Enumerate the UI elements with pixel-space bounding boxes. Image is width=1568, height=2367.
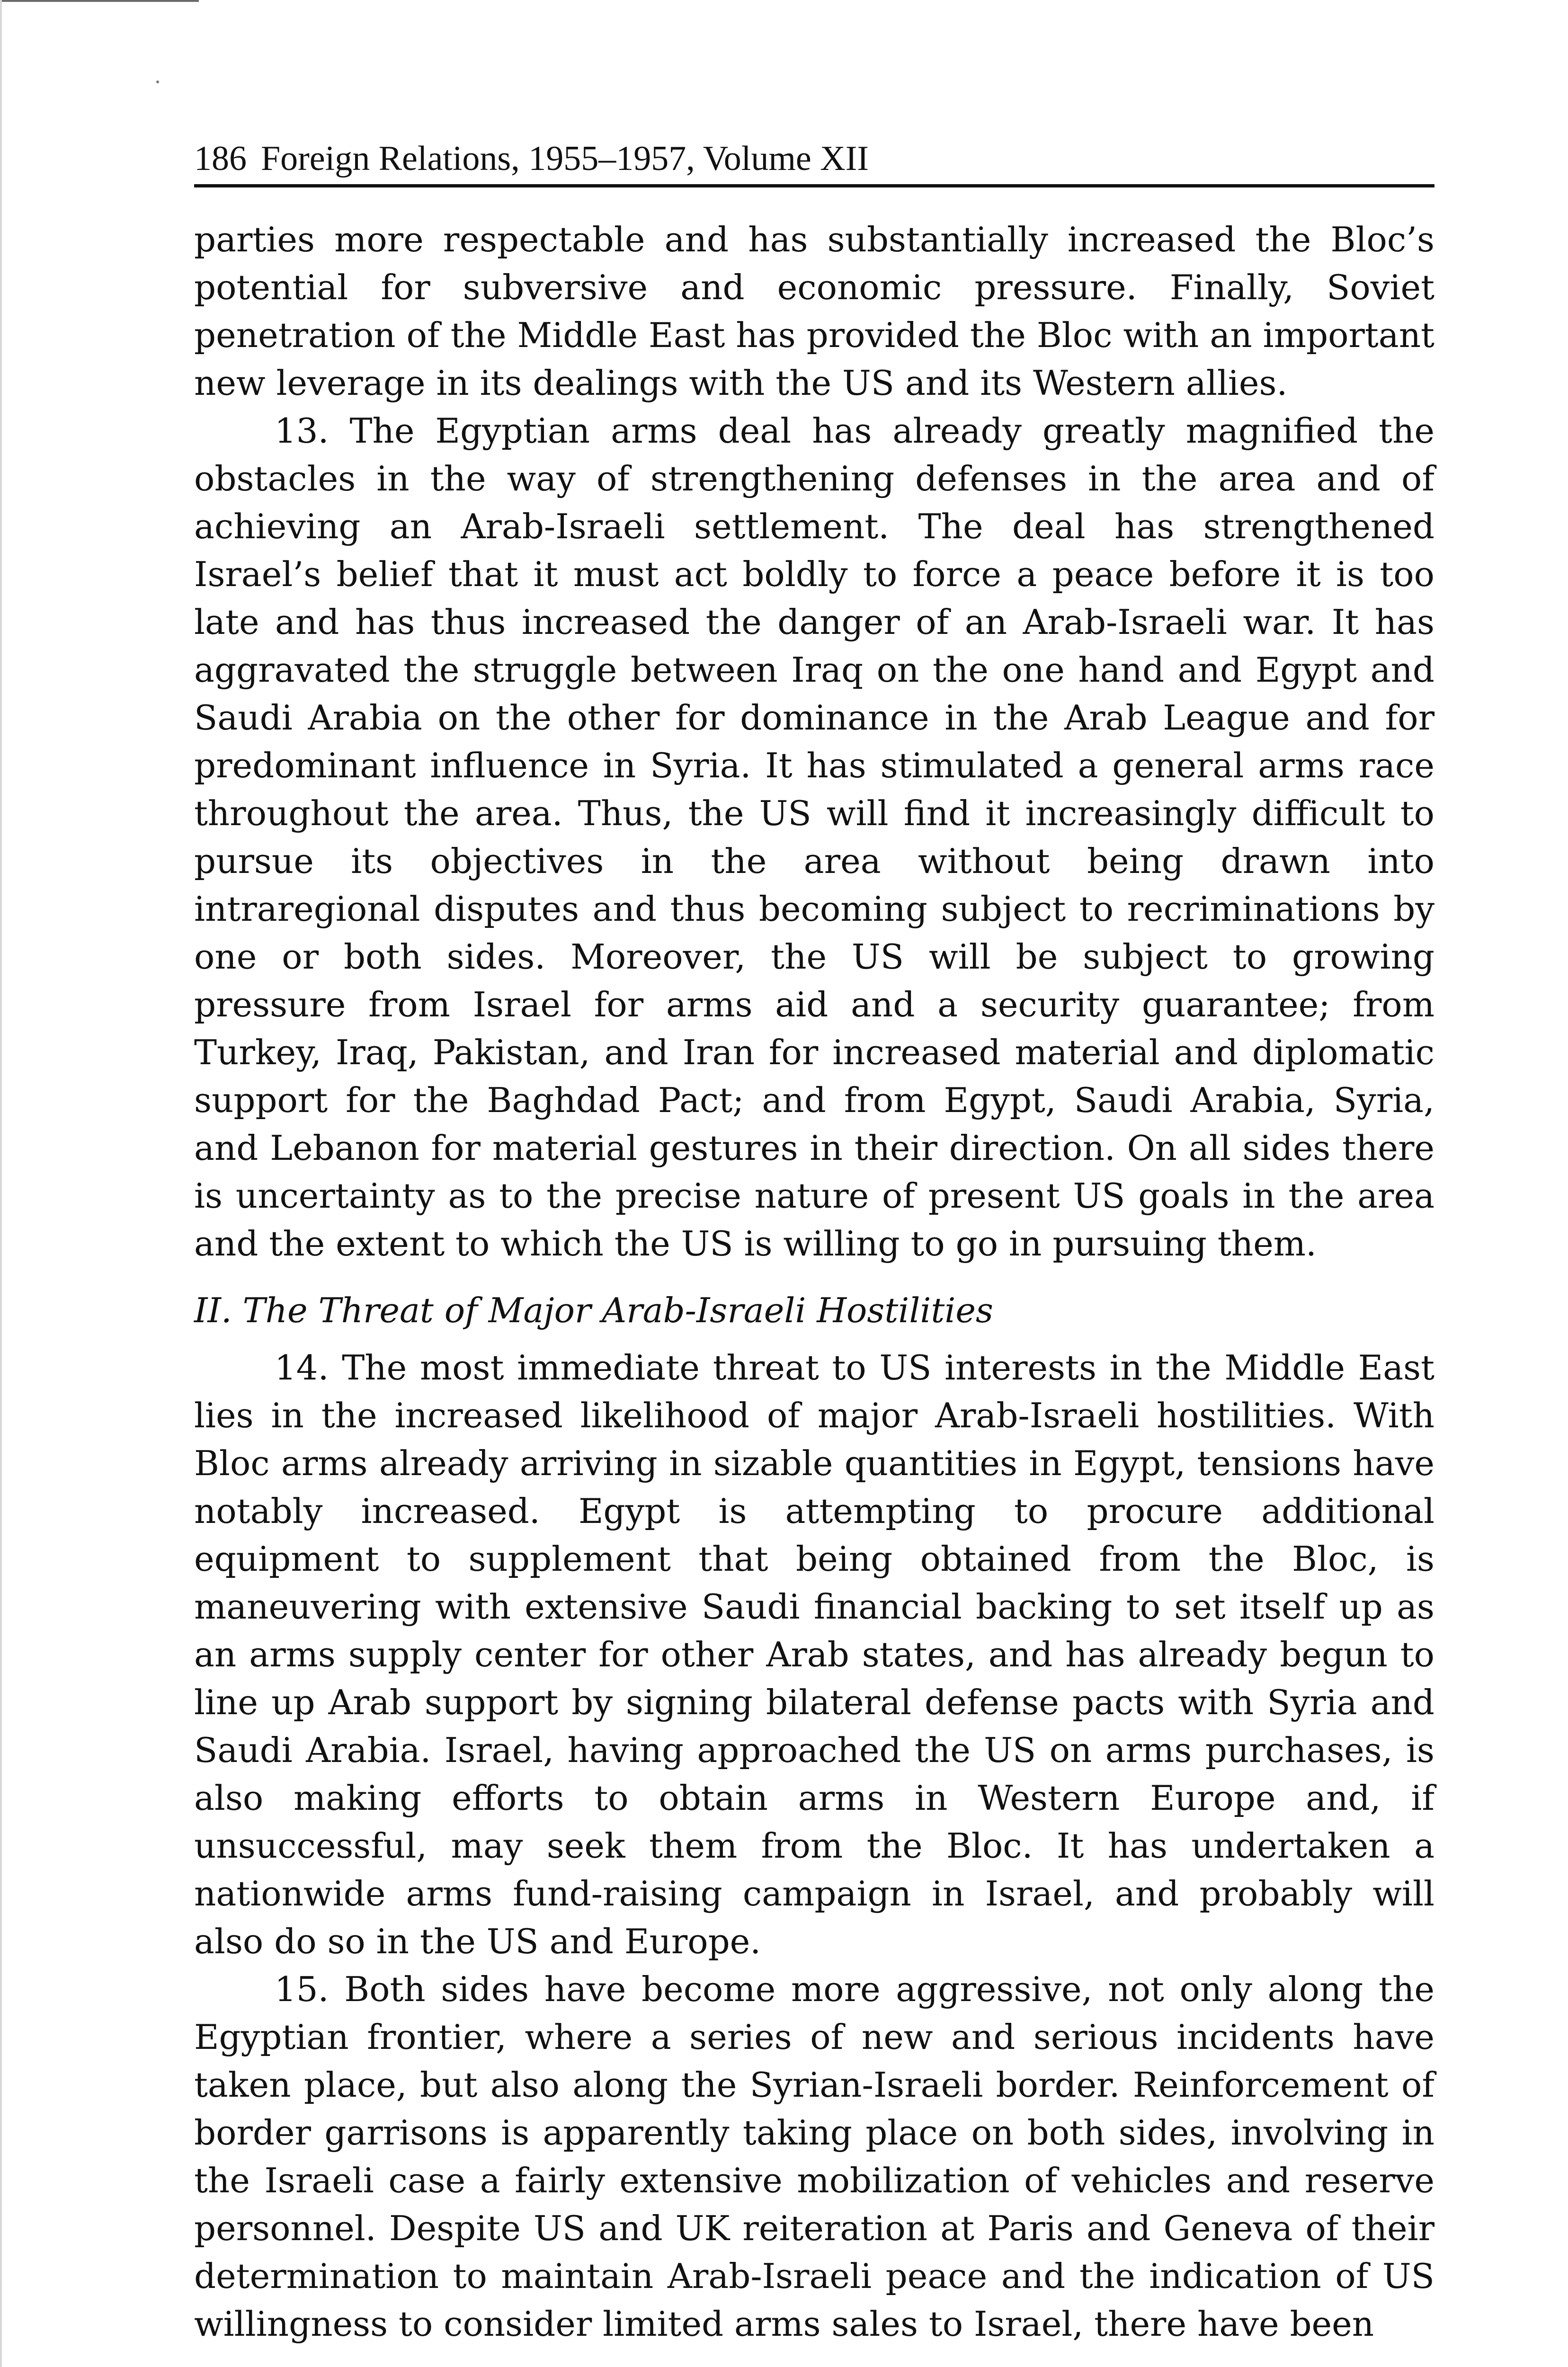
page-number: 186	[194, 139, 247, 178]
body-text	[194, 216, 1434, 2348]
section-heading: II. The Threat of Major Arab-Israeli Hostilities	[194, 1290, 993, 1330]
paragraph-15: 15. Both sides have become more aggressive, not only along the Egyptian frontier, where a series of new and serious incidents have taken place, but also along the Syrian-Israeli border. Reinforcement of border garrisons is apparently taking place on both sides, involving in the Israeli case a fairly extensive mobilization of vehicles and reserve personnel. Despite US and UK reiteration at Paris and Geneva of their determination to maintain Arab-Israeli peace and the indication of US willingness to consider limited arms sales to Israel, there have been	[194, 1969, 1434, 2344]
document-page	[194, 135, 1434, 2348]
running-title: Foreign Relations, 1955–1957, Volume XII	[261, 139, 869, 178]
paragraph-14: 14. The most immediate threat to US interests in the Middle East lies in the increased likelihood of major Arab-Israeli hostilities. With Bloc arms already arriving in sizable quantities in Egypt, tensions have notably increased. Egypt is attempting to procure additional equipment to supplement that being obtained from the Bloc, is maneuvering with extensive Saudi financial backing to set itself up as an arms supply center for other Arab states, and has already begun to line up Arab support by signing bilateral defense pacts with Syria and Saudi Arabia. Israel, having approached the US on arms purchases, is also making efforts to obtain arms in Western Europe and, if unsuccessful, may seek them from the Bloc. It has undertaken a nationwide arms fund-raising campaign in Israel, and probably will also do so in the US and Europe.	[194, 1348, 1434, 1961]
running-header	[194, 135, 1434, 187]
scan-edge-mark	[0, 0, 199, 2]
paragraph-13: 13. The Egyptian arms deal has already greatly magnified the obstacles in the way of strengthening defenses in the area and of achieving an Arab-Israeli settlement. The deal has strengthened Israel’s belief that it must act boldly to force a peace before it is too late and has thus increased the danger of an Arab-Israeli war. It has aggravated the struggle between Iraq on the one hand and Egypt and Saudi Arabia on the other for dominance in the Arab League and for predominant influence in Syria. It has stimulated a general arms race throughout the area. Thus, the US will find it increasingly difficult to pursue its objectives in the area without being drawn into intraregional disputes and thus becoming subject to recriminations by one or both sides. Moreover, the US will be subject to growing pressure from Israel for arms aid and a security guarantee; from Turkey, Iraq, Pakistan, and Iran for increased material and diplomatic support for the Baghdad Pact; and from Egypt, Saudi Arabia, Syria, and Lebanon for material gestures in their direction. On all sides there is uncertainty as to the precise nature of present US goals in the area and the extent to which the US is willing to go in pursuing them.	[194, 411, 1434, 1264]
scan-speck	[156, 80, 159, 83]
paragraph-continuation: parties more respectable and has substantially increased the Bloc’s potential for subversive and economic pressure. Finally, Soviet penetration of the Middle East has provided the Bloc with an important new leverage in its dealings with the US and its Western allies.	[194, 220, 1434, 403]
scan-edge-shadow	[0, 0, 2, 2367]
